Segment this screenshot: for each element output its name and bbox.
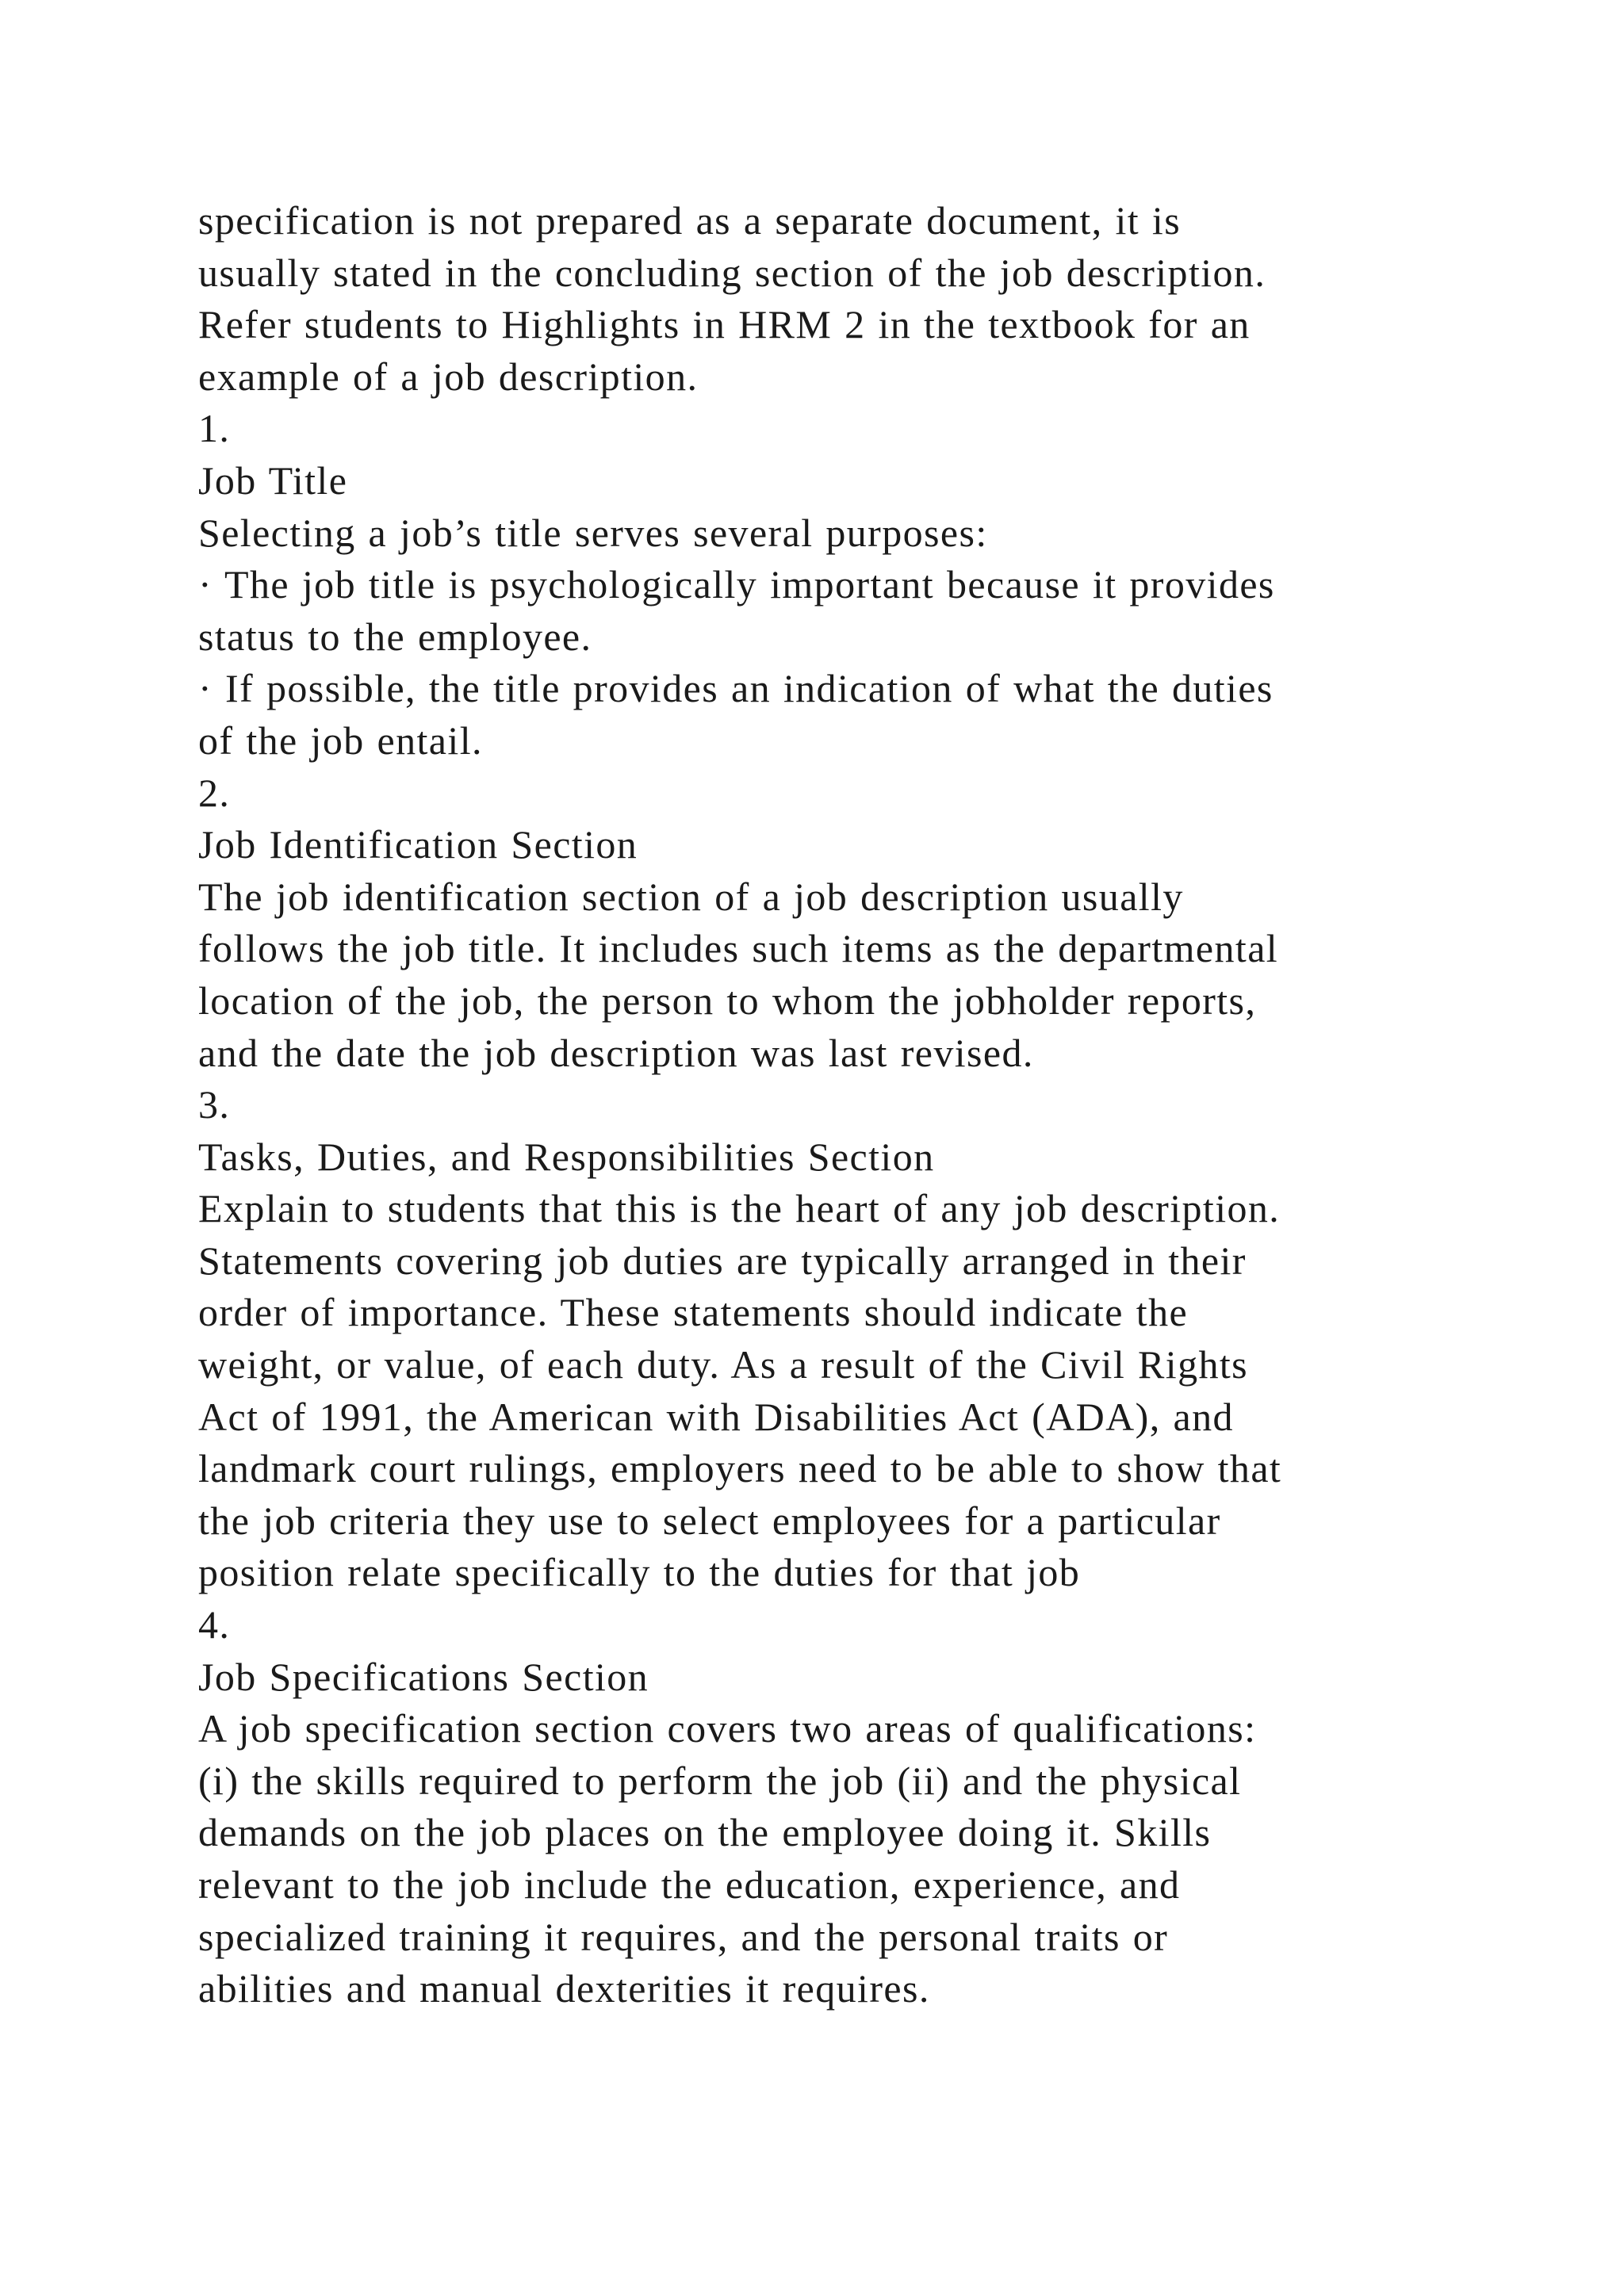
text-line: status to the employee.: [198, 614, 592, 659]
text-line: specialized training it requires, and the personal traits or: [198, 1914, 1169, 1959]
text-line: specification is not prepared as a separate document, it is: [198, 198, 1182, 243]
text-line: relevant to the job include the education, experience, and: [198, 1862, 1181, 1907]
bullet-line: · If possible, the title provides an indication of what the duties: [198, 666, 1274, 711]
text-line: Explain to students that this is the heart of any job description.: [198, 1186, 1281, 1231]
section-heading: Tasks, Duties, and Responsibilities Section: [198, 1134, 935, 1179]
text-line: order of importance. These statements should indicate the: [198, 1290, 1189, 1335]
text-line: abilities and manual dexterities it requires.: [198, 1966, 930, 2011]
text-line: Refer students to Highlights in HRM 2 in the textbook for an: [198, 302, 1251, 347]
text-line: weight, or value, of each duty. As a result of the Civil Rights: [198, 1342, 1249, 1387]
text-line: and the date the job description was last revised.: [198, 1030, 1034, 1075]
text-line: demands on the job places on the employee doing it. Skills: [198, 1810, 1212, 1855]
text-line: follows the job title. It includes such items as the departmental: [198, 926, 1279, 971]
text-line: Act of 1991, the American with Disabilities Act (ADA), and: [198, 1394, 1234, 1439]
text-line: landmark court rulings, employers need to be able to show that: [198, 1446, 1282, 1491]
section-number: 4.: [198, 1602, 231, 1647]
text-line: the job criteria they use to select employees for a particular: [198, 1498, 1221, 1543]
section-number: 1.: [198, 406, 231, 451]
text-line: example of a job description.: [198, 354, 699, 399]
section-heading: Job Specifications Section: [198, 1654, 649, 1699]
text-line: The job identification section of a job description usually: [198, 874, 1184, 919]
section-number: 3.: [198, 1082, 231, 1127]
section-heading: Job Title: [198, 457, 348, 503]
text-line: Selecting a job’s title serves several purposes:: [198, 510, 988, 555]
text-line: usually stated in the concluding section of the job description.: [198, 250, 1266, 295]
text-line: Statements covering job duties are typically arranged in their: [198, 1238, 1247, 1283]
section-number: 2.: [198, 770, 231, 815]
text-line: position relate specifically to the duties for that job: [198, 1550, 1081, 1595]
text-line: of the job entail.: [198, 718, 483, 763]
section-heading: Job Identification Section: [198, 822, 638, 867]
text-line: A job specification section covers two areas of qualifications:: [198, 1706, 1257, 1751]
bullet-line: · The job title is psychologically important because it provides: [198, 562, 1275, 607]
text-line: (i) the skills required to perform the job (ii) and the physical: [198, 1758, 1242, 1803]
text-line: location of the job, the person to whom the jobholder reports,: [198, 978, 1257, 1023]
document-body: [198, 195, 1435, 2015]
